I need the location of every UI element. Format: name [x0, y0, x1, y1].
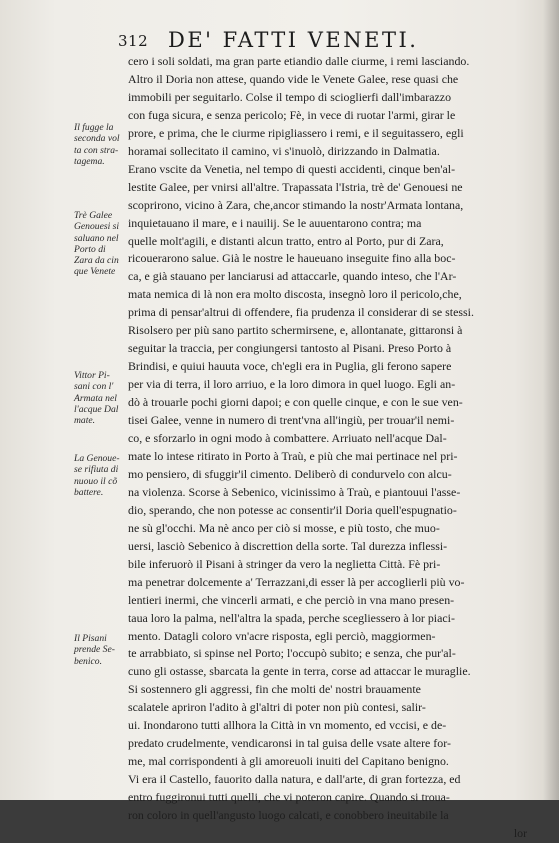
text-line: na violenza. Scorse à Sebenico, vicinissimo à Traù, e piantouui l'asse- [128, 484, 461, 499]
text-line: co, e sforzarlo in ogni modo à combattere. Arriuato nell'acque Dal- [128, 431, 447, 446]
margin-note-line: Trè Galee [74, 210, 113, 221]
text-line: ron coloro in quell'angusto luogo calcati, e conobbero ineuitabile la [128, 808, 449, 823]
text-line: te arrabbiato, si spinse nel Porto; l'occupò subito; e senza, che pur'al- [128, 646, 456, 661]
page-edge-shadow [543, 0, 559, 800]
margin-note-line: saluano nel [74, 232, 119, 244]
margin-note-line: Vittor Pi- [74, 370, 110, 381]
text-line: Erano vscite da Venetia, nel tempo di questi accidenti, cinque ben'al- [128, 161, 456, 176]
text-line: Brindisi, e quiui hauuta voce, ch'egli era in Puglia, gli ferono sapere [128, 359, 452, 374]
margin-note-line: que Venete [74, 266, 116, 278]
text-line: entro fuggironui tutti quelli, che vi poteron capire. Quando si troua- [128, 790, 450, 805]
text-line: seguitar la traccia, per congiungersi tantosto al Pisani. Preso Porto à [128, 341, 452, 356]
text-line: lestite Galee, per vnirsi all'altre. Trapassata l'Istria, trè de' Genouesi ne [128, 179, 463, 194]
text-line: cuno gli ostasse, sbarcata la gente in terra, corse ad attaccar le muraglie. [128, 664, 471, 679]
page-number: 312 [118, 32, 149, 50]
margin-note-line: Zara da cin [74, 255, 119, 267]
text-line: prore, e prima, che le ciurme ripigliassero i remi, e il seguitassero, egli [128, 125, 464, 140]
text-line: lentieri inermi, che vincerli armati, e che perciò in vna mano presen- [128, 592, 455, 607]
text-line: bile inferuorò il Pisani à stringer da vero la neglietta Città. Fè pri- [128, 556, 441, 571]
margin-note-line: sani con l' [74, 381, 114, 393]
text-line: uersi, lasciò Sebenico à discrettion della sorte. Tal durezza inflessi- [128, 538, 448, 553]
text-line: Altro il Doria non attese, quando vide le Venete Galee, resе quasi che [128, 71, 459, 86]
margin-note-line: prende Se- [74, 644, 115, 656]
text-line: per via di terra, il loro arriuo, e la loro dimora in quel luogo. Egli an- [128, 377, 456, 392]
text-line: Vi era il Castello, fauorito dalla natura, e dall'arte, di gran fortezza, ed [128, 772, 461, 787]
margin-note-line: benico. [74, 655, 102, 667]
text-line: predato crudelmente, vendicaronsi in tal guisa delle vsate altere for- [128, 736, 451, 751]
text-line: ricouerarono salue. Già le nostre le haueuano inseguite fino alla boc- [128, 251, 456, 266]
text-line: prima di pensar'altrui di offendere, fia prudenza il considerar di se stessi. [128, 305, 474, 320]
text-line: con fuga sicura, e senza pericolo; Fè, in vece di ruotar l'armi, girar le [128, 107, 456, 122]
text-line: mo pensiero, di sfuggir'il cimento. Deliberò di condurvelo con alcu- [128, 466, 452, 481]
margin-note-line: Il Pisani [74, 633, 107, 644]
margin-note [74, 370, 132, 426]
margin-note-line: nuouo il cõ [74, 475, 118, 487]
text-line: cero i soli soldati, ma gran parte etiandio dalle ciurme, i remi lasciando. [128, 54, 470, 68]
margin-note-line: La Genoue- [74, 453, 120, 464]
text-line: ma penetrar dolcemente a' Terrazzani,di esser là per accoglierli più vo- [128, 574, 465, 589]
margin-note [74, 633, 132, 667]
text-line: dio, sperando, che non potesse ac consentir'il Doria quell'espugnatio- [128, 502, 457, 517]
text-line: immobili per seguitarlo. Colse il tempo di scioglierfi dall'imbarazzo [128, 89, 452, 104]
text-line: me, mal corrispondenti à gli amoreuoli inuiti del Capitano benigno. [128, 754, 449, 769]
margin-note-line: l'acque Dal [74, 403, 119, 415]
body-text [128, 53, 538, 843]
margin-note-line: Porto di [74, 243, 106, 255]
text-line: inquietauano il mare, e i nauilij. Se le auuentarono contra; ma [128, 215, 422, 230]
margin-note-line: battere. [74, 486, 104, 498]
text-line: tisei Galee, venne in numero di trent'vna all'ingiù, per trouar'il nemi- [128, 413, 455, 428]
margin-note-line: Il fugge la [74, 122, 114, 133]
text-line: scoprirono, vicino à Zara, che,ancor stimando la nostr'Armata lontana, [128, 197, 464, 212]
margin-note-line: Armata nel [74, 392, 117, 404]
margin-note-line: seconda vol [74, 133, 120, 145]
margin-note-line: tagema. [74, 155, 105, 167]
text-line: mento. Datagli coloro vn'acre risposta, egli perciò, maggiormen- [128, 628, 436, 643]
text-line: horamai sollecitato il camino, vi s'inuolò, dirizzando in Dalmatia. [128, 143, 440, 158]
margin-note-line: Genouesi si [74, 221, 120, 233]
text-line: ui. Inondarono tutti allhora la Città in vn momento, ed vccisi, e de- [128, 718, 447, 733]
margin-note-line: se rifiuta di [74, 464, 119, 476]
text-line: ne sù gl'occhi. Ma nè anco per ciò si mosse, e più tosto, che muo- [128, 520, 440, 535]
margin-note-line: ta con stra- [74, 144, 119, 156]
text-line: taua loro la palma, nell'altra la spada, perche scegliessero à lor piaci- [128, 610, 455, 625]
margin-note [74, 210, 132, 278]
page-header [118, 26, 528, 54]
text-line: ca, e già stauano per lanciarusi ad attaccarle, quando inteso, che l'Ar- [128, 269, 457, 284]
margin-note [74, 122, 132, 167]
text-line: dò à trouarle pochi giorni dapoi; e con quelle cinque, e con le sue ven- [128, 395, 463, 410]
catchword: lor [513, 825, 528, 840]
margin-note [74, 453, 132, 498]
text-line: Si sostennero gli aggressi, fin che molti de' nostri brauamente [128, 682, 421, 697]
margin-note-line: mate. [74, 415, 96, 427]
text-line: mate lo intese ritirato in Porto à Traù, e più che mai pertinace nel pri- [128, 448, 458, 463]
text-line: scalatele apriron l'adito à gl'altri di poter non più contesi, salir- [128, 700, 426, 715]
text-line: quelle molt'agili, e distanti alcun tratto, entro al Porto, pur di Zara, [128, 233, 444, 248]
text-line: Risolsero per più sano partito schermirsene, e, allontanate, gittaronsi à [128, 323, 463, 338]
running-title: DE' FATTI VENETI. [168, 28, 419, 52]
text-line: mata nemica di là non era molto discosta, insegnò loro il pericolo,che, [128, 287, 462, 302]
